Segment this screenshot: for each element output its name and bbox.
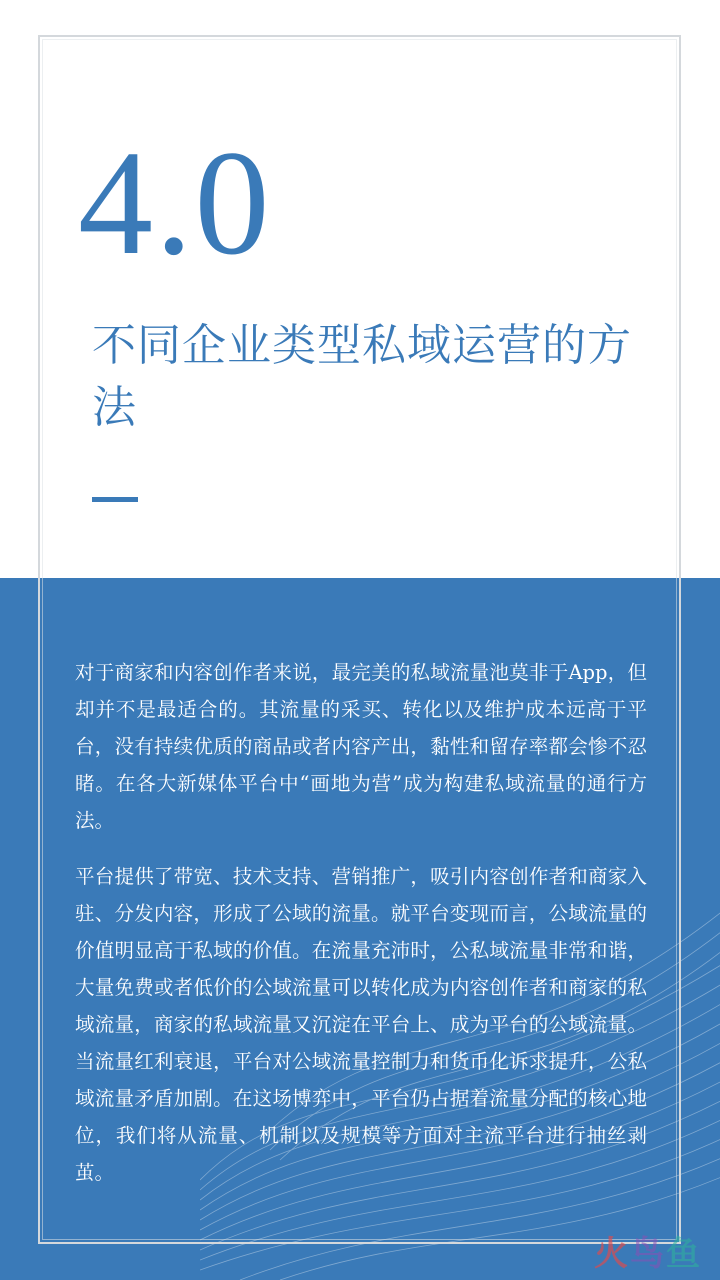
body-paragraph-2: 平台提供了带宽、技术支持、营销推广，吸引内容创作者和商家入驻、分发内容，形成了公域的流量。就平台变现而言，公域流量的价值明显高于私域的价值。在流量充沛时，公私域流量非常和谐，大量免费或者低价的公域流量可以转化成为内容创作者和商家的私域流量，商家的私域流量又沉淀在平台上、成为平台的公域流量。当流量红利衰退，平台对公域流量控制力和货币化诉求提升，公私域流量矛盾加剧。在这场博弈中，平台仍占据着流量分配的核心地位，我们将从流量、机制以及规模等方面对主流平台进行抽丝剥茧。 xyxy=(75,865,647,1184)
chapter-title: 不同企业类型私域运营的方法 xyxy=(92,320,632,433)
chapter-number: 4.0 xyxy=(78,120,272,286)
watermark-char-2: 鸟 xyxy=(630,1234,664,1274)
title-underline-dash xyxy=(92,497,138,502)
watermark-logo xyxy=(594,1234,700,1274)
body-paragraph-1: 对于商家和内容创作者来说，最完美的私域流量池莫非于App，但却并不是最适合的。其流量的采买、转化以及维护成本远高于平台，没有持续优质的商品或者内容产出，黏性和留存率都会惨不忍睹。在各大新媒体平台中“画地为营”成为构建私域流量的通行方法。 xyxy=(75,661,647,832)
watermark-char-1: 火 xyxy=(594,1234,628,1274)
watermark-char-3: 鱼 xyxy=(666,1234,700,1274)
